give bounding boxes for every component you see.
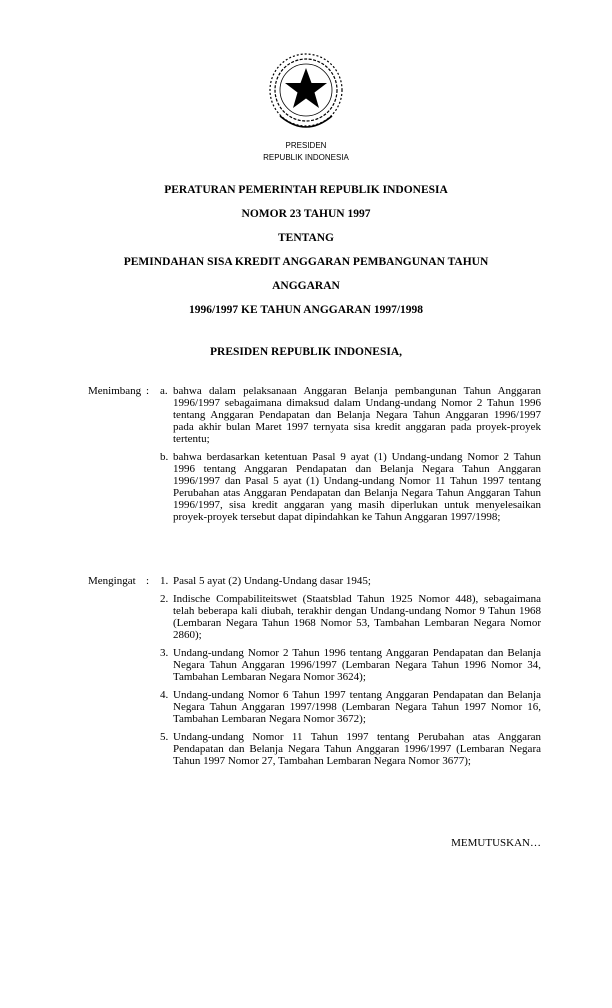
emblem-caption-republik: REPUBLIK INDONESIA (263, 153, 349, 162)
item-number: 4. (160, 689, 169, 701)
menimbang-item (160, 385, 541, 445)
doc-number: NOMOR 23 TAHUN 1997 (241, 208, 371, 220)
menimbang-section (88, 385, 541, 523)
mengingat-label: Mengingat (88, 575, 136, 587)
mengingat-item (160, 593, 541, 641)
item-number: 5. (160, 731, 169, 743)
emblem-caption-presiden: PRESIDEN (285, 141, 327, 150)
item-number: 3. (160, 647, 169, 659)
item-text: Undang-undang Nomor 6 Tahun 1997 tentang Anggaran Pendapatan dan Belanja Negara Tahun Anggaran 1997/1998 (Lembaran Negara Tahun 1997 Nomor 16, Tambahan Lembaran Negara Nomor 3672); (173, 689, 541, 725)
mengingat-items (160, 575, 541, 767)
preamble: PRESIDEN REPUBLIK INDONESIA, (209, 346, 403, 358)
mengingat-section (88, 575, 541, 767)
item-number: b. (160, 451, 169, 463)
item-text: Undang-undang Nomor 11 Tahun 1997 tentang Perubahan atas Anggaran Pendapatan dan Belanja Negara Tahun Anggaran 1996/1997 (Lembaran Negara Tahun 1997 Nomor 27, Tambahan Lembaran Negara Nomor 3677); (173, 731, 541, 767)
continuation-marker: MEMUTUSKAN… (451, 837, 541, 849)
menimbang-label: Menimbang (88, 385, 142, 397)
mengingat-colon: : (146, 575, 150, 587)
doc-title: PERATURAN PEMERINTAH REPUBLIK INDONESIA (164, 184, 448, 196)
presidential-emblem-icon (266, 50, 346, 136)
doc-subject-2: ANGGARAN (272, 280, 340, 292)
mengingat-item (160, 575, 541, 587)
document-body (88, 385, 541, 849)
mengingat-item (160, 731, 541, 767)
item-text: bahwa dalam pelaksanaan Anggaran Belanja pembangunan Tahun Anggaran 1996/1997 sebagaimana dimaksud dalam Undang-undang Nomor 2 Tahun 1996 tentang Anggaran Pendapatan dan Belanja Negara Tahun Anggaran 1996/1997 pada akhir bulan Maret 1997 ternyata sisa kredit anggaran pada proyek-proyek tertentu; (173, 385, 541, 445)
item-number: a. (160, 385, 168, 397)
item-number: 2. (160, 593, 169, 605)
item-text: bahwa berdasarkan ketentuan Pasal 9 ayat (1) Undang-undang Nomor 2 Tahun 1996 tentang Anggaran Pendapatan dan Belanja Negara Tahun Anggaran 1996/1997 dan Pasal 5 ayat (1) Undang-undang Nomor 11 Tahun 1997 tentang Perubahan atas Anggaran Pendapatan dan Belanja Negara Tahun Anggaran Tahun 1996/1997, sisa kredit anggaran yang masih diperlukan untuk menyelesaikan proyek-proyek tersebut dapat dipindahkan ke Tahun Anggaran 1997/1998; (173, 451, 541, 523)
menimbang-item (160, 451, 541, 523)
menimbang-items (160, 385, 541, 523)
item-text: Pasal 5 ayat (2) Undang-Undang dasar 1945; (173, 575, 371, 587)
doc-tentang: TENTANG (277, 232, 335, 244)
doc-subject-3: 1996/1997 KE TAHUN ANGGARAN 1997/1998 (188, 304, 424, 316)
mengingat-item (160, 689, 541, 725)
mengingat-item (160, 647, 541, 683)
item-number: 1. (160, 575, 169, 587)
item-text: Undang-undang Nomor 2 Tahun 1996 tentang Anggaran Pendapatan dan Belanja Negara Tahun Anggaran 1996/1997 (Lembaran Negara Tahun 1996 Nomor 34, Tambahan Lembaran Negara Nomor 3624); (173, 647, 541, 683)
doc-subject-1: PEMINDAHAN SISA KREDIT ANGGARAN PEMBANGUNAN TAHUN (123, 256, 489, 268)
item-text: Indische Compabiliteitswet (Staatsblad Tahun 1925 Nomor 448), sebagaimana telah beberapa kali diubah, terakhir dengan Undang-undang Nomor 9 Tahun 1968 (Lembaran Negara Tahun 1968 Nomor 53, Tambahan Lembaran Negara Nomor 2860); (173, 593, 541, 641)
menimbang-colon: : (146, 385, 150, 397)
